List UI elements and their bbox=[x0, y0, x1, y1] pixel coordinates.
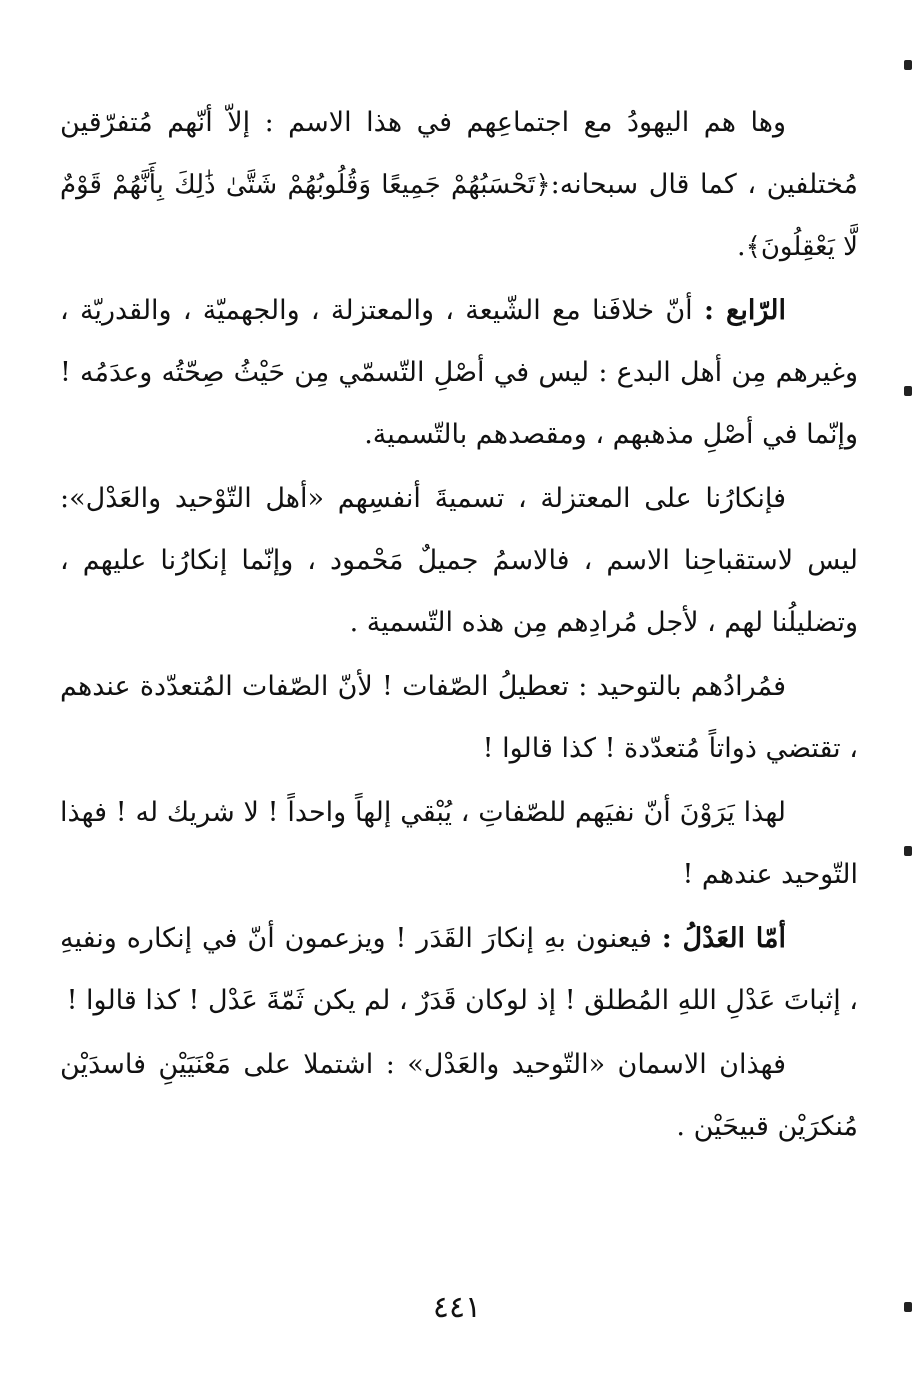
paragraph-6-text: فيعنون بهِ إنكارَ القَدَر ! ويزعمون أنّ في إنكاره ونفيهِ ، إثباتَ عَدْلِ اللهِ المُطلق ! إذ لوكان قَدَرٌ ، لم يكن ثَمّةَ عَدْل ! كذا قالوا ! bbox=[60, 923, 858, 1016]
scan-edge-mark bbox=[904, 846, 912, 856]
page-body bbox=[60, 92, 858, 1160]
scan-edge-mark bbox=[904, 386, 912, 396]
paragraph-2-lead: الرّابع : bbox=[703, 295, 786, 326]
quran-verse: ﴿تَحْسَبُهُمْ جَمِيعًا وَقُلُوبُهُمْ شَتَّىٰ ذَٰلِكَ بِأَنَّهُمْ قَوْمٌ لَّا يَعْقِلُونَ﴾ bbox=[60, 170, 858, 262]
paragraph-5-text: لهذا يَرَوْنَ أنّ نفيَهم للصّفاتِ ، يُبْقي إلهاً واحداً ! لا شريك له ! فهذا التّوحيد عندهم ! bbox=[60, 797, 858, 890]
paragraph-3 bbox=[60, 468, 858, 654]
paragraph-6-lead: أمّا العَدْلُ : bbox=[661, 923, 786, 954]
scan-edge-mark bbox=[904, 60, 912, 70]
paragraph-4 bbox=[60, 656, 858, 780]
paragraph-5 bbox=[60, 782, 858, 906]
paragraph-1-text: وها هم اليهودُ مع اجتماعِهم في هذا الاسم : إلاّ أنّهم مُتفرّقين مُختلفين ، كما قال سبحانه: bbox=[60, 107, 858, 200]
paragraph-3-text: فإنكارُنا على المعتزلة ، تسميةَ أنفسِهم «أهل التّوْحيد والعَدْل»: ليس لاستقباحِنا الاسم ، فالاسمُ جميلٌ مَحْمود ، وإنّما إنكارُنا عليهم ، وتضليلُنا لهم ، لأجل مُرادِهم مِن هذه التّسمية . bbox=[60, 483, 858, 638]
paragraph-4-text: فمُرادُهم بالتوحيد : تعطيلُ الصّفات ! لأنّ الصّفات المُتعدّدة عندهم ، تقتضي ذواتاً مُتعدّدة ! كذا قالوا ! bbox=[60, 671, 858, 764]
paragraph-7 bbox=[60, 1034, 858, 1158]
paragraph-1-end: . bbox=[737, 231, 746, 262]
paragraph-7-text: فهذان الاسمان «التّوحيد والعَدْل» : اشتملا على مَعْنَيَيْنِ فاسدَيْن مُنكرَيْن قبيحَيْن . bbox=[60, 1049, 858, 1142]
paragraph-2 bbox=[60, 280, 858, 466]
paragraph-1 bbox=[60, 92, 858, 278]
page-number: ٤٤١ bbox=[432, 1290, 482, 1325]
scan-edge-mark bbox=[904, 1302, 912, 1312]
paragraph-6 bbox=[60, 908, 858, 1032]
paragraph-2-text: أنّ خلافَنا مع الشّيعة ، والمعتزلة ، والجهميّة ، والقدريّة ، وغيرهم مِن أهل البدع : ليس في أصْلِ التّسمّي مِن حَيْثُ صِحّتُه وعدَمُه ! وإنّما في أصْلِ مذهبهم ، ومقصدهم بالتّسمية. bbox=[60, 295, 858, 450]
